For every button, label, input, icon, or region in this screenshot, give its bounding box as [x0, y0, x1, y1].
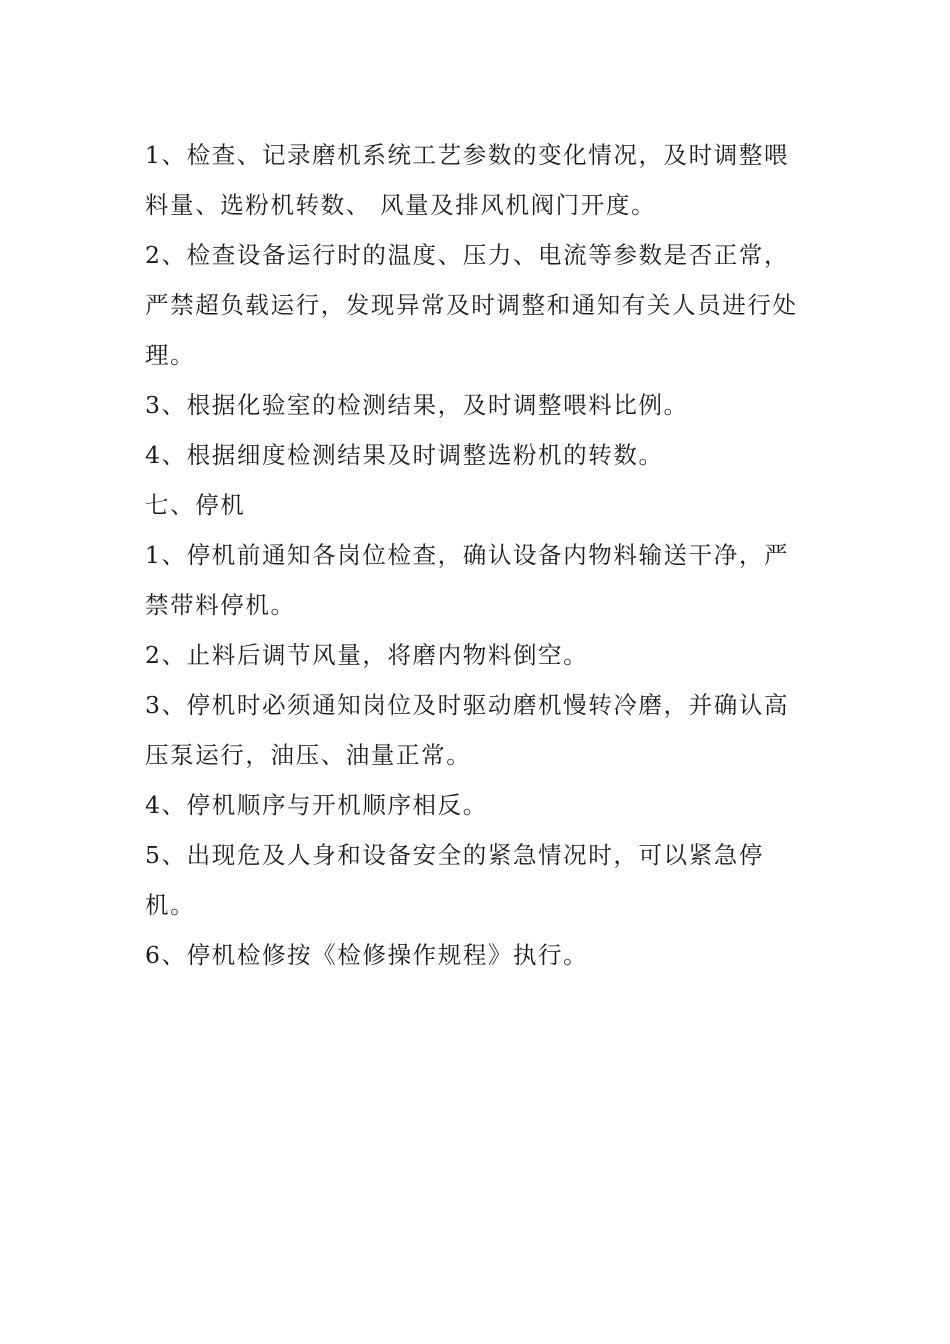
paragraph-operation-1: 1、检查、记录磨机系统工艺参数的变化情况，及时调整喂料量、选粉机转数、 风量及排风机阀门开度。 — [145, 141, 790, 219]
paragraph-operation-4: 4、根据细度检测结果及时调整选粉机的转数。 — [145, 441, 664, 469]
paragraph-shutdown-1: 1、停机前通知各岗位检查，确认设备内物料输送干净，严禁带料停机。 — [145, 541, 790, 619]
document-body — [145, 130, 810, 980]
paragraph-shutdown-2: 2、止料后调节风量，将磨内物料倒空。 — [145, 641, 589, 669]
paragraph-shutdown-3: 3、停机时必须通知岗位及时驱动磨机慢转冷磨，并确认高压泵运行，油压、油量正常。 — [145, 691, 790, 769]
paragraph-operation-2: 2、检查设备运行时的温度、压力、电流等参数是否正常，严禁超负载运行，发现异常及时调整和通知有关人员进行处理。 — [145, 241, 798, 369]
paragraph-shutdown-6: 6、停机检修按《检修操作规程》执行。 — [145, 941, 589, 969]
paragraph-shutdown-4: 4、停机顺序与开机顺序相反。 — [145, 791, 488, 819]
section-heading-shutdown: 七、停机 — [145, 491, 246, 519]
paragraph-shutdown-5: 5、出现危及人身和设备安全的紧急情况时，可以紧急停机。 — [145, 841, 764, 919]
paragraph-operation-3: 3、根据化验室的检测结果，及时调整喂料比例。 — [145, 391, 689, 419]
